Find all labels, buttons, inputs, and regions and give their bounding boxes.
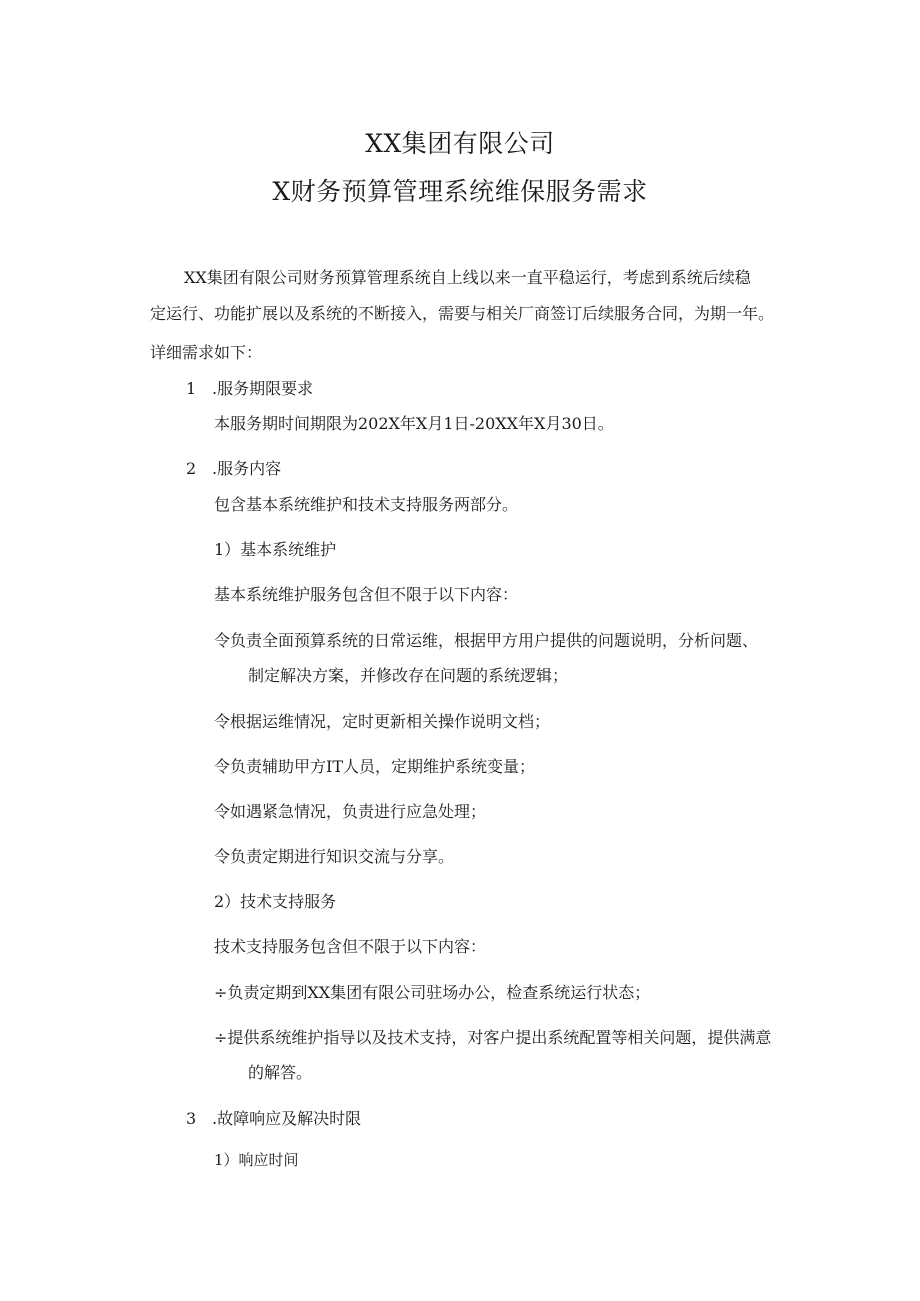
support-item-2-cont: 的解答。 [248,1063,313,1082]
section-1-title: .服务期限要求 [212,379,314,398]
section-2-content: 包含基本系统维护和技术支持服务两部分。 [214,495,519,514]
section-3-heading [186,1108,361,1130]
intro-line-1: XX集团有限公司财务预算管理系统自上线以来一直平稳运行，考虑到系统后续稳 [184,268,751,287]
company-title: XX集团有限公司 [365,129,555,158]
document-title: X财务预算管理系统维保服务需求 [272,177,648,206]
section-2-heading [186,458,281,480]
section-2-number: 2 [186,459,197,478]
bullet-item-2: 令根据运维情况，定时更新相关操作说明文档； [214,712,551,731]
subsection-2-2-heading: 2）技术支持服务 [214,892,337,911]
bullet-item-1-cont: 制定解决方案，并修改存在问题的系统逻辑； [248,666,569,685]
support-item-1: ÷负责定期到XX集团有限公司驻场办公，检查系统运行状态； [214,983,651,1002]
bullet-item-3: 令负责辅助甲方IT人员，定期维护系统变量； [214,757,535,776]
bullet-item-5: 令负责定期进行知识交流与分享。 [214,847,455,866]
section-1-number: 1 [186,379,197,398]
subsection-2-1-heading: 1）基本系统维护 [214,540,337,559]
section-3-title: .故障响应及解决时限 [212,1109,362,1128]
bullet-item-1: 令负责全面预算系统的日常运维，根据甲方用户提供的问题说明，分析问题、 [214,631,759,650]
subsection-3-1-heading: 1）响应时间 [214,1151,299,1169]
section-1-content: 本服务期时间期限为202X年X月1日-20XX年X月30日。 [214,414,614,433]
subsection-2-1-intro: 基本系统维护服务包含但不限于以下内容： [214,585,519,604]
intro-line-3: 详细需求如下： [150,343,263,362]
intro-line-2: 定运行、功能扩展以及系统的不断接入，需要与相关厂商签订后续服务合同，为期一年。 [150,304,775,323]
section-3-number: 3 [186,1109,197,1128]
section-2-title: .服务内容 [212,459,282,478]
bullet-item-4: 令如遇紧急情况，负责进行应急处理； [214,802,487,821]
subsection-2-2-intro: 技术支持服务包含但不限于以下内容： [214,937,487,956]
support-item-2: ÷提供系统维护指导以及技术支持，对客户提出系统配置等相关问题，提供满意 [214,1028,772,1047]
section-1-heading [186,378,313,400]
